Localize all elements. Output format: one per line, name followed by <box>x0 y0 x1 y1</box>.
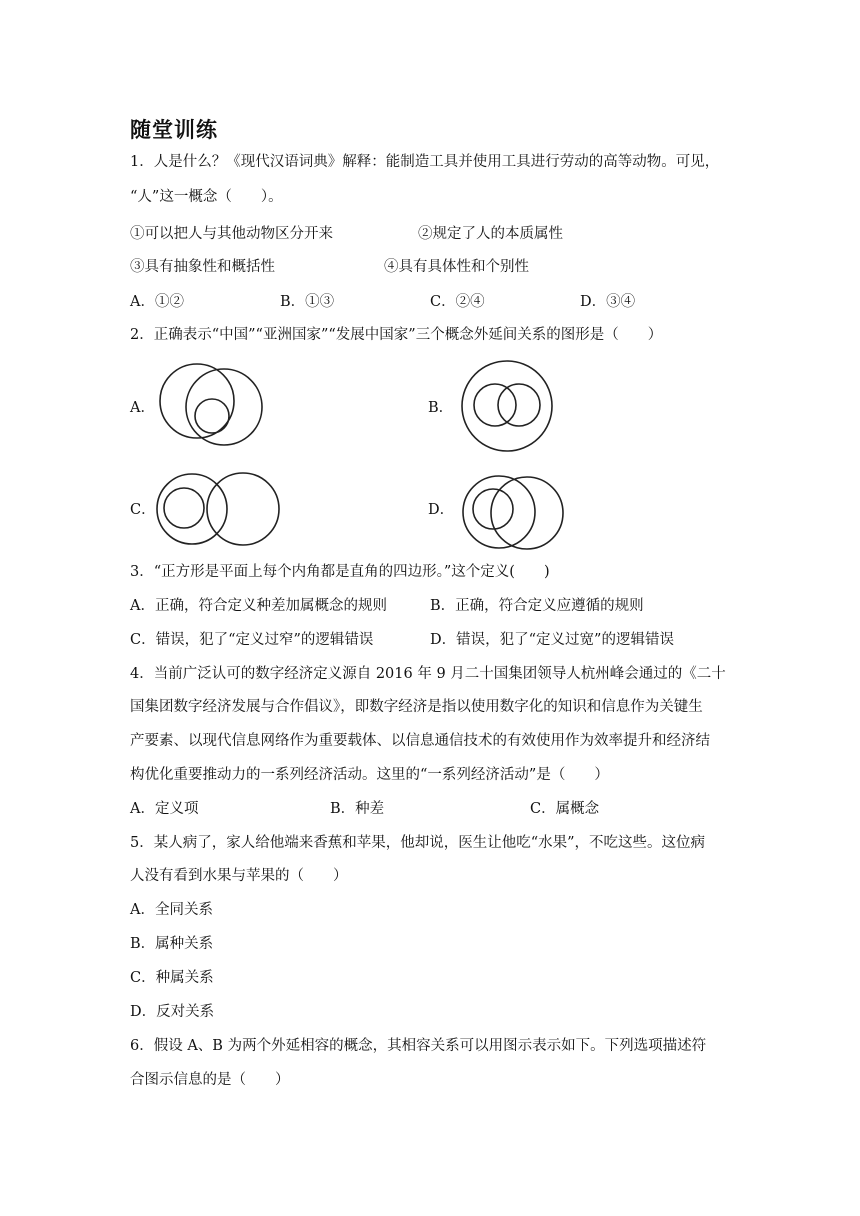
circle <box>207 473 279 545</box>
q6-stem-line2: 合图示信息的是（ ） <box>130 1072 290 1088</box>
q2-option-d-label: D． <box>428 502 455 518</box>
q5-stem-line2: 人没有看到水果与苹果的（ ） <box>130 868 348 884</box>
circle <box>498 384 540 426</box>
q5-stem-line1: 5．某人病了，家人给他端来香蕉和苹果，他却说，医生让他吃“水果”，不吃这些。这位病 <box>130 835 706 851</box>
q1-statement-4: ④具有具体性和个别性 <box>384 259 529 275</box>
q1-option-d: D．③④ <box>580 294 636 310</box>
q4-stem-line1: 4．当前广泛认可的数字经济定义源自 2016 年 9 月二十国集团领导人杭州峰会通过的《二十 <box>130 666 726 682</box>
q4-stem-line2: 国集团数字经济发展与合作倡议》，即数字经济是指以使用数字化的知识和信息作为关键生 <box>130 699 703 715</box>
circle <box>491 477 563 549</box>
q3-option-a: A．正确，符合定义种差加属概念的规则 <box>130 598 387 614</box>
q1-option-c: C．②④ <box>430 294 485 310</box>
q3-option-c: C．错误，犯了“定义过窄”的逻辑错误 <box>130 632 374 648</box>
q3-stem: 3．“正方形是平面上每个内角都是直角的四边形。”这个定义( ) <box>130 564 550 580</box>
q2-option-a-label: A． <box>130 400 155 416</box>
q4-option-a: A．定义项 <box>130 801 199 817</box>
q4-option-b: B．种差 <box>330 801 385 817</box>
q1-option-b: B．①③ <box>280 294 335 310</box>
q3-option-d: D．错误，犯了“定义过宽”的逻辑错误 <box>430 632 674 648</box>
q2-stem: 2．正确表示“中国”“亚洲国家”“发展中国家”三个概念外延间关系的图形是（ ） <box>130 327 663 343</box>
q6-stem-line1: 6．假设 A、B 为两个外延相容的概念，其相容关系可以用图示表示如下。下列选项描述符 <box>130 1038 707 1054</box>
q1-statement-3: ③具有抽象性和概括性 <box>130 259 275 275</box>
q2-option-a-diagram <box>155 360 270 450</box>
q5-option-a: A．全同关系 <box>130 902 213 918</box>
q2-option-c-label: C． <box>130 502 156 518</box>
q4-stem-line4: 构优化重要推动力的一系列经济活动。这里的“一系列经济活动”是（ ） <box>130 767 609 783</box>
q5-option-d: D．反对关系 <box>130 1004 215 1020</box>
q3-option-b: B．正确，符合定义应遵循的规则 <box>430 598 644 614</box>
circle <box>160 364 234 438</box>
q1-statement-1: ①可以把人与其他动物区分开来 <box>130 226 333 242</box>
section-title: 随堂训练 <box>130 118 218 142</box>
circle <box>164 488 204 528</box>
q1-stem-line2: “人”这一概念（ ）。 <box>130 189 283 205</box>
circle <box>462 361 552 451</box>
circle <box>195 399 229 433</box>
q2-option-b-label: B． <box>428 400 454 416</box>
q2-option-d-diagram <box>457 472 567 554</box>
q1-option-a: A．①② <box>130 294 184 310</box>
circle <box>474 384 516 426</box>
q1-statement-2: ②规定了人的本质属性 <box>418 226 563 242</box>
q5-option-c: C．种属关系 <box>130 970 214 986</box>
q2-option-c-diagram <box>155 468 285 553</box>
q1-stem-line1: 1．人是什么？《现代汉语词典》解释：能制造工具并使用工具进行劳动的高等动物。可见， <box>130 154 720 170</box>
q4-option-c: C．属概念 <box>530 801 600 817</box>
q5-option-b: B．属种关系 <box>130 936 214 952</box>
q2-option-b-diagram <box>455 358 565 454</box>
q4-stem-line3: 产要素、以现代信息网络作为重要载体、以信息通信技术的有效使用作为效率提升和经济结 <box>130 733 710 749</box>
